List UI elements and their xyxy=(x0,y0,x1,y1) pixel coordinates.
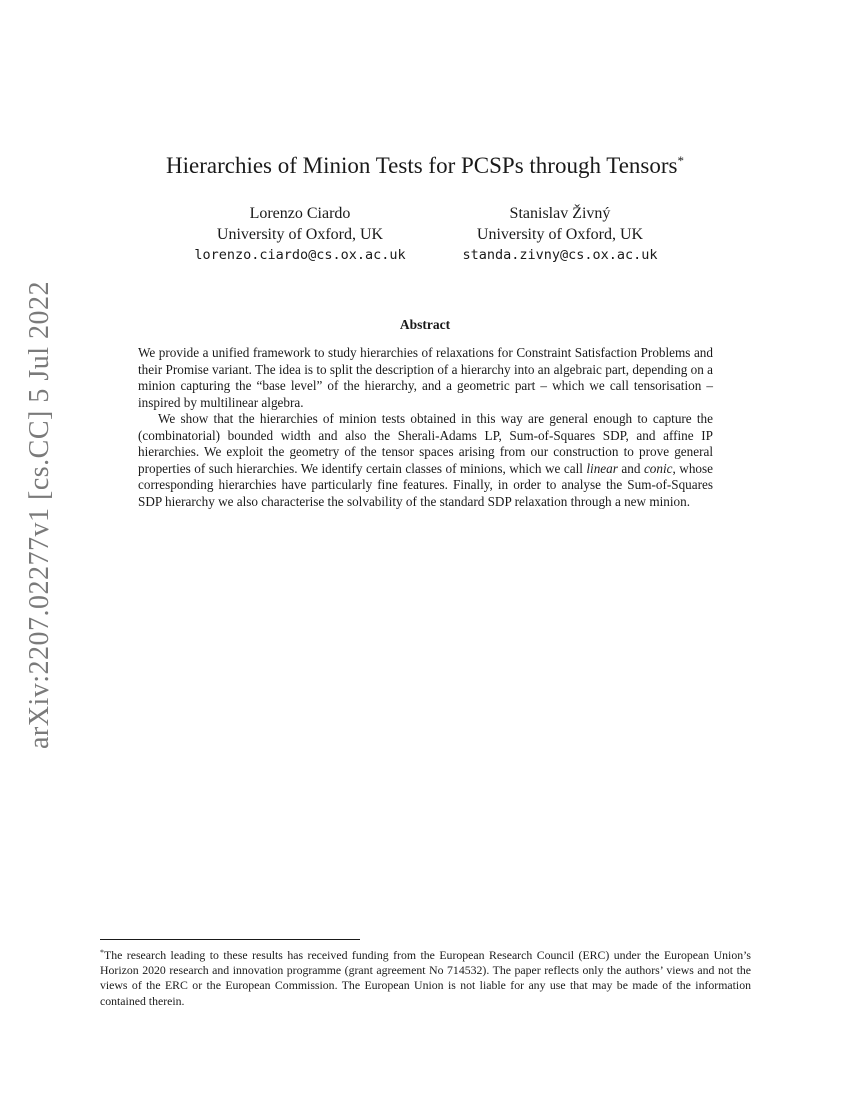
abstract-heading: Abstract xyxy=(399,317,451,332)
paper-title xyxy=(0,153,850,179)
term-linear: linear xyxy=(586,460,618,476)
abstract-text: and xyxy=(617,460,644,476)
author-block-1 xyxy=(180,203,420,266)
term-conic: conic xyxy=(643,460,673,476)
author-name: Lorenzo Ciardo xyxy=(249,205,351,222)
author-name: Stanislav Živný xyxy=(509,205,611,222)
arxiv-identifier: arXiv:2207.02277v1 [cs.CC] 5 Jul 2022 xyxy=(24,280,55,750)
title-footnote-mark: * xyxy=(677,153,684,168)
author-email[interactable]: lorenzo.ciardo@cs.ox.ac.uk xyxy=(194,247,406,263)
author-affiliation: University of Oxford, UK xyxy=(476,226,644,243)
abstract-text: , whose corresponding hierarchies have particularly fine features. Finally, in order to analyse the Sum-of-Squares SDP hierarchy we also characterise the solvability of the standard SDP relaxation through a new minion. xyxy=(138,460,713,509)
author-block-2 xyxy=(445,203,675,266)
footnote-mark: * xyxy=(100,948,104,957)
abstract-paragraph-2 xyxy=(138,411,713,510)
abstract-body xyxy=(138,345,713,510)
author-email[interactable]: standa.zivny@cs.ox.ac.uk xyxy=(462,247,658,263)
funding-footnote xyxy=(100,945,751,1009)
abstract-paragraph-1: We provide a unified framework to study hierarchies of relaxations for Constraint Satisfaction Problems and their Promise variant. The idea is to split the description of a hierarchy into an algebraic part, depending on a minion capturing the “base level” of the hierarchy, and a geometric part – which we call tensorisation – inspired by multilinear algebra. xyxy=(138,345,713,410)
footnote-rule xyxy=(100,939,360,940)
abstract-text: We show that the hierarchies of minion tests obtained in this way are general enough to capture the (combinatorial) bounded width and also the Sherali-Adams LP, Sum-of-Squares SDP, and affine IP hierarchies. We exploit the geometry of the tensor spaces arising from our construction to prove general properties of such hierarchies. We identify certain classes of minions, which we call xyxy=(138,411,713,476)
footnote-text: The research leading to these results has received funding from the European Research Council (ERC) under the European Union’s Horizon 2020 research and innovation programme (grant agreement No 714532). The paper reflects only the authors’ views and not the views of the ERC or the European Commission. The European Union is not liable for any use that may be made of the information contained therein. xyxy=(100,948,751,1008)
paper-title-text: Hierarchies of Minion Tests for PCSPs through Tensors xyxy=(166,153,678,178)
author-affiliation: University of Oxford, UK xyxy=(216,226,384,243)
